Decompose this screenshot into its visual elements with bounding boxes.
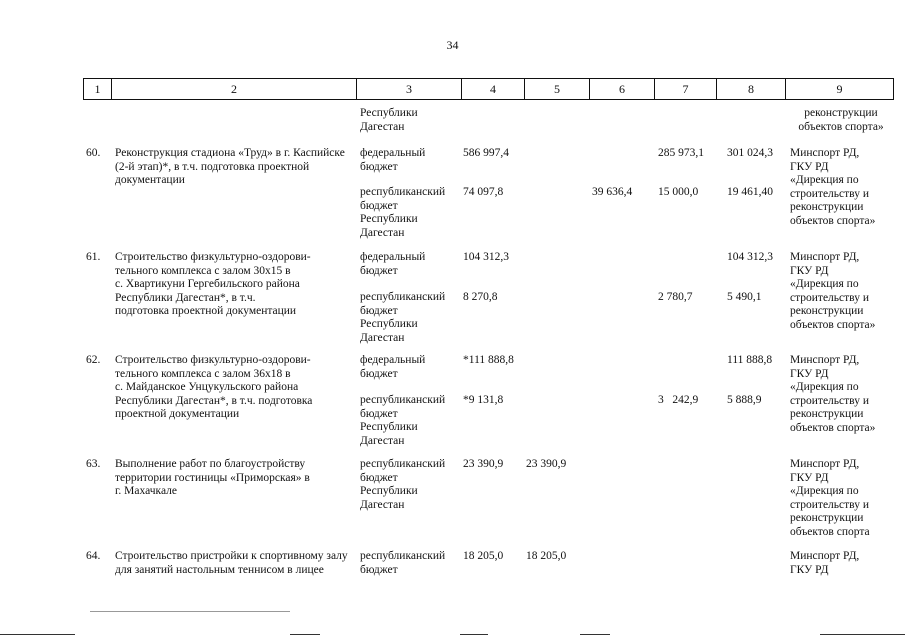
footer-rule [580, 634, 610, 635]
executor-line: объектов спорта» [790, 214, 876, 227]
value-cell: 586 997,4 [463, 147, 509, 159]
budget-line: бюджет [360, 160, 398, 173]
column-header-1: 1 [84, 79, 112, 100]
budget-line: республиканский [360, 291, 446, 303]
row-name-line: Строительство физкультурно-оздорови- [115, 251, 311, 263]
row-name-line: г. Махачкале [115, 485, 177, 497]
value-cell: 39 636,4 [592, 186, 633, 198]
budget-line: Республики [360, 107, 418, 119]
row-name-line: подготовка проектной документации [115, 305, 297, 317]
executor-line: Минспорт РД, [790, 354, 860, 366]
value-cell: 74 097,8 [463, 186, 504, 198]
column-header-5: 5 [525, 79, 590, 100]
executor-line: ГКУ РД [790, 160, 829, 173]
value-cell: 8 270,8 [463, 291, 498, 303]
table-header [83, 78, 894, 100]
budget-line: Дагестан [360, 226, 405, 239]
footer-rule [460, 634, 488, 635]
budget-line: республиканский [360, 186, 446, 198]
row-number: 61. [86, 251, 101, 263]
budget-line: бюджет [360, 304, 398, 317]
value-cell: 2 780,7 [658, 291, 693, 303]
budget-line: бюджет [360, 367, 398, 380]
row-name-line: тельного комплекса с залом 36х18 в [115, 367, 291, 380]
budget-line: федеральный [360, 147, 426, 159]
budget-line: Республики [360, 421, 418, 433]
value-cell: 5 888,9 [727, 394, 762, 406]
footer-rule [0, 634, 75, 635]
row-name-line: Выполнение работ по благоустройству [115, 458, 306, 470]
executor-line: реконструкции [804, 107, 878, 119]
executor-line: реконструкции [790, 201, 864, 213]
row-name-line: Республики Дагестан*, в т.ч. подготовка [115, 394, 313, 407]
row-name-line: документации [115, 174, 185, 186]
executor-line: Минспорт РД, [790, 550, 860, 562]
executor-line: объектов спорта [790, 525, 870, 538]
executor-line: «Дирекция по [790, 174, 859, 186]
value-cell: 3 242,9 [658, 394, 699, 406]
executor-line: строительству и [790, 498, 869, 511]
value-cell: *9 131,8 [463, 394, 504, 406]
row-number: 62. [86, 354, 101, 366]
column-header-8: 8 [717, 79, 786, 100]
row-name-line: Республики Дагестан*, в т.ч. [115, 291, 256, 304]
footer-rule [820, 634, 905, 635]
scan-artifact [90, 611, 290, 612]
row-number: 63. [86, 458, 101, 470]
executor-line: реконструкции [790, 512, 864, 524]
budget-line: бюджет [360, 264, 398, 277]
row-number: 64. [86, 550, 101, 562]
value-cell: 111 888,8 [727, 354, 773, 366]
budget-line: Дагестан [360, 121, 405, 133]
executor-line: «Дирекция по [790, 278, 859, 290]
budget-line: федеральный [360, 251, 426, 263]
executor-line: «Дирекция по [790, 381, 859, 393]
budget-line: Республики [360, 213, 418, 225]
page-number: 34 [446, 38, 459, 52]
row-name-line: (2-й этап)*, в т.ч. подготовка проектной [115, 160, 310, 173]
executor-line: ГКУ РД [790, 471, 829, 484]
value-cell: *111 888,8 [463, 354, 514, 366]
value-cell: 23 390,9 [526, 458, 567, 470]
executor-line: объектов спорта» [798, 121, 884, 133]
budget-line: Республики [360, 318, 418, 330]
value-cell: 23 390,9 [463, 458, 504, 470]
budget-line: бюджет [360, 407, 398, 420]
value-cell: 301 024,3 [727, 147, 773, 159]
row-name-line: Строительство физкультурно-оздорови- [115, 354, 311, 366]
value-cell: 104 312,3 [727, 251, 773, 263]
row-number: 60. [86, 147, 101, 159]
value-cell: 19 461,40 [727, 186, 773, 198]
value-cell: 5 490,1 [727, 291, 762, 303]
budget-line: республиканский [360, 550, 446, 562]
budget-line: Дагестан [360, 434, 405, 447]
executor-line: строительству и [790, 187, 869, 200]
value-cell: 104 312,3 [463, 251, 509, 263]
row-name-line: территории гостиницы «Приморская» в [115, 471, 310, 484]
executor-line: реконструкции [790, 408, 864, 420]
executor-line: реконструкции [790, 305, 864, 317]
budget-line: бюджет [360, 563, 398, 576]
row-name-line: Реконструкция стадиона «Труд» в г. Каспийске [115, 147, 345, 159]
row-name-line: проектной документации [115, 408, 240, 420]
budget-line: республиканский [360, 394, 446, 406]
value-cell: 18 205,0 [526, 550, 567, 562]
budget-line: Дагестан [360, 498, 405, 511]
executor-line: «Дирекция по [790, 485, 859, 497]
executor-line: ГКУ РД [790, 367, 829, 380]
value-cell: 15 000,0 [658, 186, 699, 198]
row-name-line: Строительство пристройки к спортивному залу [115, 550, 348, 562]
executor-line: Минспорт РД, [790, 251, 860, 263]
executor-line: объектов спорта» [790, 421, 876, 434]
executor-line: Минспорт РД, [790, 147, 860, 159]
executor-line: ГКУ РД [790, 563, 829, 576]
column-header-7: 7 [655, 79, 717, 100]
executor-line: строительству и [790, 291, 869, 304]
column-header-4: 4 [462, 79, 525, 100]
budget-line: Дагестан [360, 331, 405, 344]
row-name-line: с. Хвартикуни Гергебильского района [115, 278, 300, 290]
column-header-6: 6 [590, 79, 655, 100]
footer-rule [290, 634, 320, 635]
executor-line: Минспорт РД, [790, 458, 860, 470]
budget-line: республиканский [360, 458, 446, 470]
column-header-3: 3 [357, 79, 462, 100]
budget-line: бюджет [360, 199, 398, 212]
value-cell: 285 973,1 [658, 147, 704, 159]
executor-line: строительству и [790, 394, 869, 407]
column-header-9: 9 [786, 79, 894, 100]
executor-line: ГКУ РД [790, 264, 829, 277]
row-name-line: с. Майданское Унцукульского района [115, 381, 299, 393]
budget-line: бюджет [360, 471, 398, 484]
budget-line: федеральный [360, 354, 426, 366]
budget-line: Республики [360, 485, 418, 497]
row-name-line: тельного комплекса с залом 30х15 в [115, 264, 291, 277]
value-cell: 18 205,0 [463, 550, 504, 562]
row-name-line: для занятий настольным теннисом в лицее [115, 563, 324, 576]
column-header-2: 2 [112, 79, 357, 100]
executor-line: объектов спорта» [790, 318, 876, 331]
